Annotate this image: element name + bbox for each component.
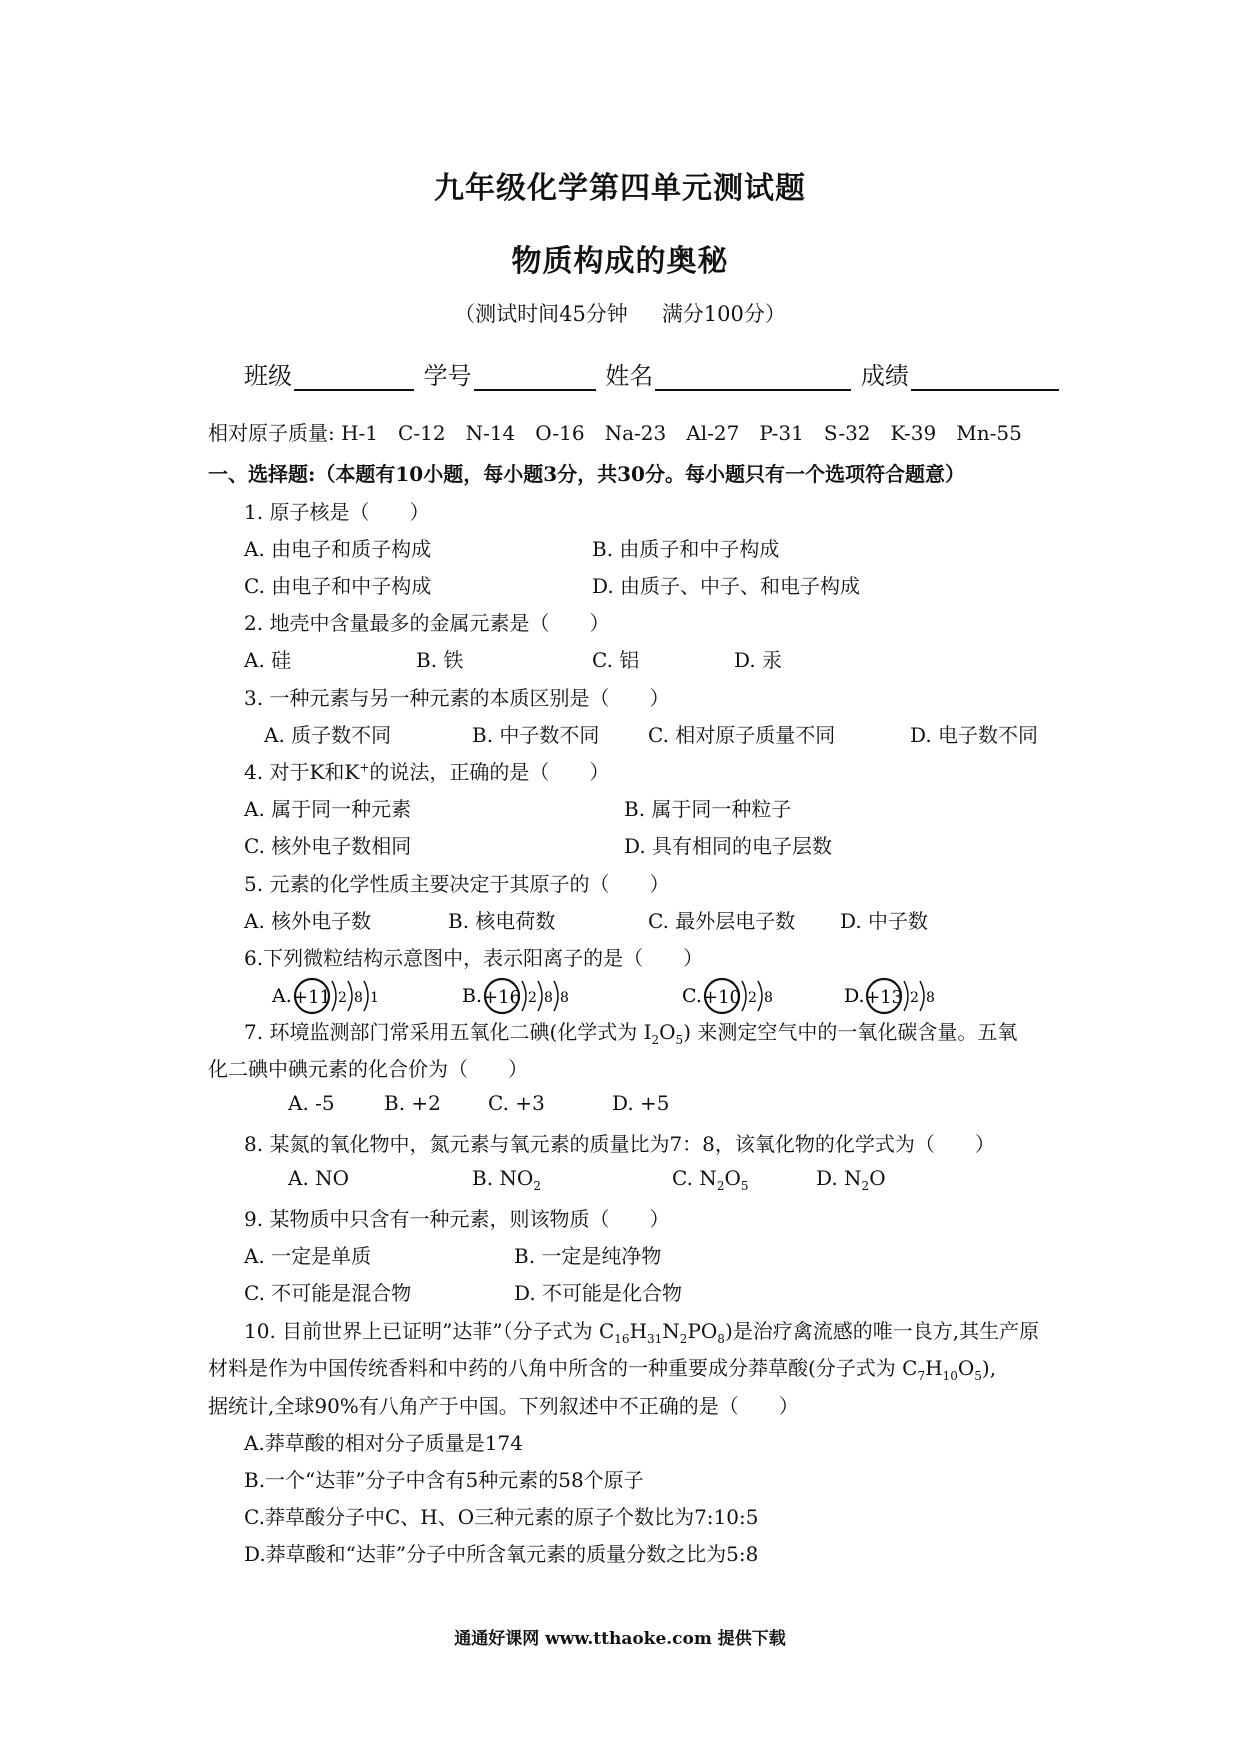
grade-label: 成绩 bbox=[860, 362, 909, 390]
q7-option-b[interactable]: B. +2 bbox=[384, 1091, 441, 1115]
shell-arc bbox=[904, 981, 908, 1011]
mass-item: Al-27 bbox=[686, 421, 740, 445]
q10-l2-pre: 材料是作为中国传统香料和中药的八角中所含的一种重要成分莽草酸(分子式为 C bbox=[208, 1356, 918, 1380]
q1-option-b[interactable]: B. 由质子和中子构成 bbox=[592, 537, 780, 561]
mass-item: C-12 bbox=[398, 421, 446, 445]
q8-c-mid: O bbox=[724, 1166, 741, 1190]
question-9-stem: 9. 某物质中只含有一种元素，则该物质（ ） bbox=[244, 1207, 670, 1231]
shell-electrons: 2 bbox=[748, 990, 757, 1006]
nucleus-charge: +10 bbox=[703, 987, 741, 1008]
name-blank[interactable] bbox=[655, 363, 851, 391]
formula-sub: 16 bbox=[614, 1332, 630, 1346]
time-info: （测试时间45分钟 bbox=[454, 302, 628, 326]
shell-electrons: 1 bbox=[370, 990, 379, 1006]
option-letter: C. bbox=[682, 985, 702, 1007]
q2-option-d[interactable]: D. 汞 bbox=[734, 648, 783, 672]
q6-atom-diagrams bbox=[268, 975, 968, 1017]
student-info-fields bbox=[244, 356, 1061, 391]
q1-option-c[interactable]: C. 由电子和中子构成 bbox=[244, 574, 432, 598]
question-3-stem: 3. 一种元素与另一种元素的本质区别是（ ） bbox=[244, 686, 670, 710]
shell-arc bbox=[742, 981, 746, 1011]
shell-arc bbox=[332, 981, 336, 1011]
formula-sub: 31 bbox=[647, 1332, 663, 1346]
mass-item: Mn-55 bbox=[956, 421, 1022, 445]
name-label: 姓名 bbox=[605, 362, 654, 390]
shell-electrons: 2 bbox=[338, 990, 347, 1006]
mass-item: Na-23 bbox=[604, 421, 667, 445]
q6-option-b[interactable] bbox=[462, 979, 569, 1013]
q7-option-c[interactable]: C. +3 bbox=[488, 1091, 545, 1115]
shell-electrons: 8 bbox=[926, 990, 935, 1006]
q2-option-a[interactable]: A. 硅 bbox=[244, 648, 292, 672]
id-label: 学号 bbox=[423, 362, 472, 390]
q4-stem-pre: 4. 对于K和K bbox=[244, 760, 360, 784]
q8-c-text: C. N bbox=[672, 1166, 717, 1190]
shell-arc bbox=[758, 981, 762, 1011]
q10-l1-pre: 10. 目前世界上已证明”达菲”（分子式为 C bbox=[244, 1319, 615, 1343]
shell-electrons: 2 bbox=[910, 990, 919, 1006]
mass-item: K-39 bbox=[890, 421, 937, 445]
formula-sub: 2 bbox=[533, 1179, 541, 1193]
formula-part: N bbox=[662, 1319, 680, 1343]
q3-option-a[interactable]: A. 质子数不同 bbox=[264, 723, 392, 747]
q1-option-d[interactable]: D. 由质子、中子、和电子构成 bbox=[592, 574, 861, 598]
q5-option-c[interactable]: C. 最外层电子数 bbox=[648, 909, 796, 933]
shell-electrons: 8 bbox=[560, 990, 569, 1006]
mass-item: S-32 bbox=[823, 421, 871, 445]
q8-d-text: D. N bbox=[816, 1166, 862, 1190]
grade-blank[interactable] bbox=[911, 363, 1059, 391]
formula-sub: 2 bbox=[679, 1332, 688, 1346]
nucleus-charge: +11 bbox=[293, 987, 331, 1008]
formula-sub: 5 bbox=[974, 1369, 982, 1383]
exam-subtitle: 物质构成的奥秘 bbox=[511, 244, 729, 279]
formula-sub: 10 bbox=[942, 1369, 958, 1383]
question-10-stem-line2 bbox=[208, 1352, 996, 1383]
masses-label: 相对原子质量: bbox=[208, 421, 335, 445]
shell-arc bbox=[348, 981, 352, 1011]
formula-part: H bbox=[925, 1356, 943, 1380]
question-6-stem: 6.下列微粒结构示意图中，表示阳离子的是（ ） bbox=[244, 946, 704, 970]
q4-option-b[interactable]: B. 属于同一种粒子 bbox=[624, 797, 792, 821]
q9-option-c[interactable]: C. 不可能是混合物 bbox=[244, 1281, 412, 1305]
score-info: 满分100分） bbox=[661, 302, 786, 326]
formula-sub: 5 bbox=[740, 1179, 749, 1193]
shell-arc bbox=[364, 981, 368, 1011]
q7-post: ) 来测定空气中的一氧化碳含量。五氧 bbox=[683, 1020, 1018, 1044]
q2-option-b[interactable]: B. 铁 bbox=[416, 648, 464, 672]
formula-sub: 5 bbox=[675, 1033, 684, 1047]
footer-source: 通通好课网 www.tthaoke.com 提供下载 bbox=[454, 1629, 786, 1649]
q10-option-c[interactable]: C.莽草酸分子中C、H、O三种元素的原子个数比为7:10:5 bbox=[244, 1505, 759, 1529]
q8-b-text: B. NO bbox=[472, 1166, 534, 1190]
formula-sub: 8 bbox=[717, 1332, 725, 1346]
question-7-stem-line1 bbox=[244, 1016, 1017, 1047]
shell-electrons: 8 bbox=[544, 990, 553, 1006]
q8-option-a[interactable]: A. NO bbox=[288, 1166, 350, 1190]
q7-mid: O bbox=[659, 1020, 676, 1044]
class-blank[interactable] bbox=[294, 363, 414, 391]
option-letter: A. bbox=[272, 985, 292, 1007]
shell-arc bbox=[538, 981, 542, 1011]
mass-item: H-1 bbox=[341, 421, 379, 445]
shell-arc bbox=[554, 981, 558, 1011]
section-heading: 一、选择题:（本题有10小题，每小题3分，共30分。每小题只有一个选项符合题意） bbox=[208, 462, 965, 486]
nucleus-charge: +16 bbox=[483, 987, 521, 1008]
q8-option-d[interactable] bbox=[816, 1166, 886, 1193]
q6-option-c[interactable] bbox=[682, 979, 773, 1013]
q6-option-d[interactable] bbox=[844, 979, 935, 1013]
q4-option-a[interactable]: A. 属于同一种元素 bbox=[244, 797, 412, 821]
q4-charge-sup: + bbox=[359, 760, 370, 775]
q4-option-d[interactable]: D. 具有相同的电子层数 bbox=[624, 834, 833, 858]
q8-option-b[interactable] bbox=[472, 1166, 541, 1193]
mass-item: O-16 bbox=[535, 421, 585, 445]
shell-electrons: 2 bbox=[528, 990, 537, 1006]
q2-option-c[interactable]: C. 铝 bbox=[592, 648, 640, 672]
q9-option-a[interactable]: A. 一定是单质 bbox=[244, 1244, 372, 1268]
q4-option-c[interactable]: C. 核外电子数相同 bbox=[244, 834, 412, 858]
option-letter: B. bbox=[462, 985, 483, 1007]
shell-arc bbox=[522, 981, 526, 1011]
q5-option-d[interactable]: D. 中子数 bbox=[840, 909, 929, 933]
q10-option-b[interactable]: B.一个“达菲”分子中含有5种元素的58个原子 bbox=[244, 1468, 644, 1492]
option-letter: D. bbox=[844, 985, 865, 1007]
q10-option-a[interactable]: A.莽草酸的相对分子质量是174 bbox=[244, 1431, 523, 1455]
shell-electrons: 8 bbox=[354, 990, 363, 1006]
q7-pre: 7. 环境监测部门常采用五氧化二碘(化学式为 I bbox=[244, 1020, 652, 1044]
formula-part: O bbox=[957, 1356, 975, 1380]
q1-option-a[interactable]: A. 由电子和质子构成 bbox=[244, 537, 432, 561]
question-1-stem: 1. 原子核是（ ） bbox=[244, 500, 430, 524]
formula-sub: 2 bbox=[651, 1033, 660, 1047]
q10-l1-post: )是治疗禽流感的唯一良方,其生产原 bbox=[724, 1319, 1040, 1343]
q3-option-b[interactable]: B. 中子数不同 bbox=[472, 723, 600, 747]
q5-option-b[interactable]: B. 核电荷数 bbox=[448, 909, 556, 933]
q7-option-d[interactable]: D. +5 bbox=[612, 1091, 670, 1115]
atomic-masses bbox=[208, 417, 1042, 446]
formula-part: PO bbox=[687, 1319, 718, 1343]
mass-item: P-31 bbox=[759, 421, 804, 445]
id-blank[interactable] bbox=[474, 363, 596, 391]
q4-stem-post: 的说法，正确的是（ ） bbox=[369, 760, 610, 784]
question-2-stem: 2. 地壳中含量最多的金属元素是（ ） bbox=[244, 611, 610, 635]
question-10-stem-line1 bbox=[244, 1315, 1039, 1346]
q3-option-d[interactable]: D. 电子数不同 bbox=[910, 723, 1039, 747]
q8-option-c[interactable] bbox=[672, 1166, 749, 1193]
formula-sub: 2 bbox=[861, 1179, 870, 1193]
shell-arc bbox=[920, 981, 924, 1011]
question-4-stem bbox=[244, 756, 609, 785]
q6-option-a[interactable] bbox=[271, 979, 379, 1013]
question-7-stem-line2: 化二碘中碘元素的化合价为（ ） bbox=[208, 1057, 528, 1081]
mass-item: N-14 bbox=[465, 421, 516, 445]
formula-sub: 7 bbox=[917, 1369, 926, 1383]
exam-time-info bbox=[0, 298, 1240, 328]
q10-option-d[interactable]: D.莽草酸和“达菲”分子中所含氧元素的质量分数之比为5:8 bbox=[244, 1542, 759, 1566]
question-8-stem: 8. 某氮的氧化物中，氮元素与氧元素的质量比为7：8，该氧化物的化学式为（ ） bbox=[244, 1132, 995, 1156]
q9-option-b[interactable]: B. 一定是纯净物 bbox=[514, 1244, 662, 1268]
q9-option-d[interactable]: D. 不可能是化合物 bbox=[514, 1281, 683, 1305]
shell-electrons: 8 bbox=[764, 990, 773, 1006]
question-5-stem: 5. 元素的化学性质主要决定于其原子的（ ） bbox=[244, 872, 670, 896]
q10-l2-post: ), bbox=[981, 1356, 997, 1380]
formula-part: H bbox=[629, 1319, 648, 1343]
question-10-stem-line3: 据统计,全球90%有八角产于中国。下列叙述中不正确的是（ ） bbox=[208, 1394, 799, 1418]
exam-title: 九年级化学第四单元测试题 bbox=[434, 171, 806, 206]
formula-sub: 2 bbox=[716, 1179, 725, 1193]
class-label: 班级 bbox=[244, 362, 292, 390]
q8-d-post: O bbox=[869, 1166, 886, 1190]
nucleus-charge: +13 bbox=[865, 987, 903, 1008]
q3-option-c[interactable]: C. 相对原子质量不同 bbox=[648, 723, 836, 747]
q7-option-a[interactable]: A. -5 bbox=[288, 1091, 335, 1115]
q5-option-a[interactable]: A. 核外电子数 bbox=[244, 909, 372, 933]
